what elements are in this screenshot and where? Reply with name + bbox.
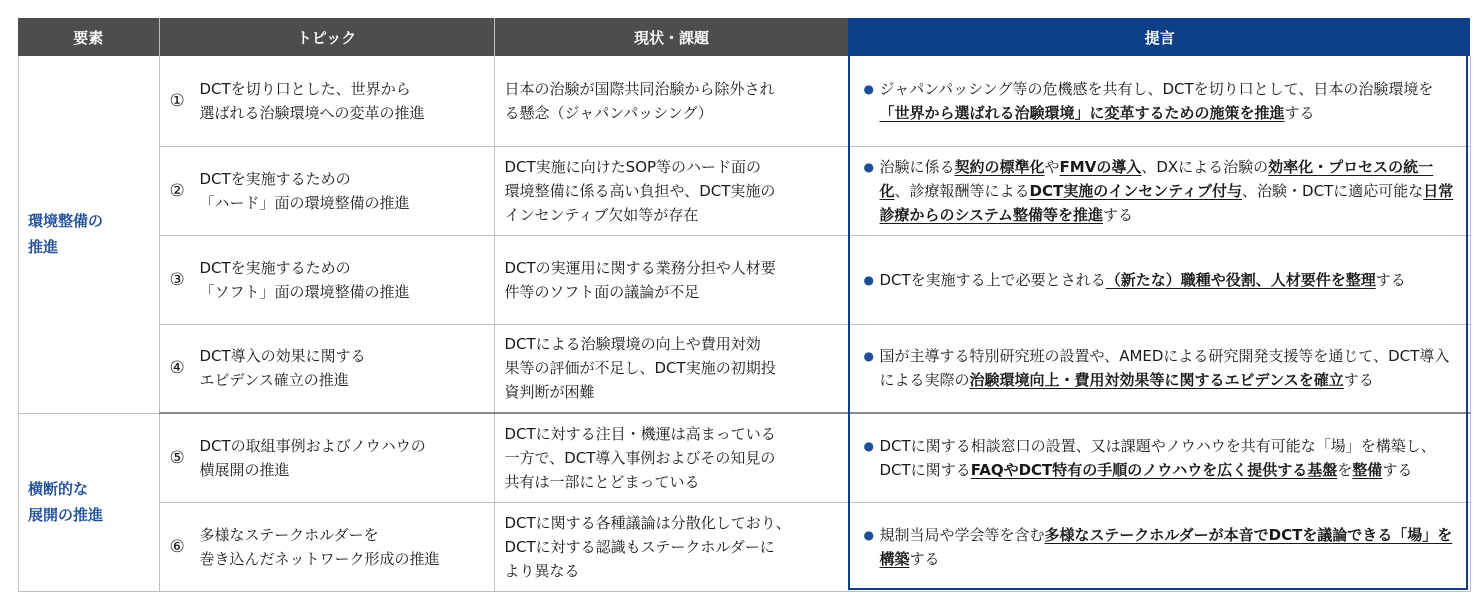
- issue-cell: [494, 413, 849, 502]
- proposal-segment: を: [1337, 460, 1353, 479]
- issue-text: DCT実施に向けたSOP等のハード面の 環境整備に係る高い負担や、DCT実施の インセンティブ欠如等が存在: [504, 157, 776, 224]
- topic-cell: [159, 413, 494, 502]
- proposal-text: [880, 523, 1460, 571]
- proposal-segment: DCTに関する相談窓口の設置、又は課題やノウハウを共有可能な「場」を構築し、DCTに関する: [879, 436, 1436, 479]
- proposal-text: [880, 344, 1460, 392]
- group-label-line: 展開の推進: [28, 506, 104, 524]
- emphasis-text: FAQやDCT特有の手順のノウハウを広く提供する基盤: [970, 460, 1338, 479]
- emphasis-text: 「世界から選ばれる治験環境」に変革するための施策を推進: [879, 103, 1285, 122]
- proposal-segment: 国が主導する特別研究班の設置や、AMEDによる研究開発支援等を通じて、DCT導入による実際の: [879, 347, 1450, 390]
- group-label-line: 推進: [28, 238, 59, 257]
- header-row: [18, 18, 1470, 56]
- proposal-segment: や: [1044, 157, 1060, 176]
- issue-cell: [494, 502, 849, 591]
- issue-cell: [494, 324, 849, 413]
- proposal-segment: 治験に係る: [879, 157, 955, 176]
- table-row: [18, 146, 1470, 235]
- proposal-cell: [849, 413, 1470, 502]
- table-row: [18, 502, 1470, 591]
- issue-cell: [494, 235, 849, 324]
- proposal-cell: [849, 146, 1470, 235]
- proposal-cell: [849, 502, 1470, 591]
- topic-text: DCT導入の効果に関する エビデンス確立の推進: [199, 347, 366, 390]
- issue-text: DCTに関する各種議論は分散化しており、 DCTに対する認識もステークホルダーに より異なる: [504, 513, 791, 580]
- bullet-icon: ●: [863, 81, 874, 96]
- table-row: [18, 235, 1470, 324]
- policy-table-frame: [18, 18, 1470, 592]
- proposal-segment: する: [1382, 460, 1413, 479]
- topic-text: 多様なステークホルダーを 巻き込んだネットワーク形成の推進: [199, 525, 440, 568]
- topic-number: ④: [169, 358, 185, 379]
- group-label-line: 横断的な: [28, 480, 89, 498]
- proposal-segment: する: [909, 549, 940, 568]
- emphasis-text: 整備: [1352, 460, 1383, 479]
- proposal-segment: 、診療報酬等による: [894, 181, 1030, 200]
- topic-text: DCTを実施するための 「ハード」面の環境整備の推進: [199, 169, 410, 212]
- proposal-segment: 、DXによる治験の: [1141, 157, 1269, 176]
- issue-text: 日本の治験が国際共同治験から除外され る懸念（ジャパンパッシング）: [504, 79, 775, 122]
- emphasis-text: 効率化・プロセスの統一化: [879, 157, 1434, 200]
- topic-number: ①: [169, 90, 185, 111]
- emphasis-text: DCT実施のインセンティブ付与: [1029, 181, 1243, 200]
- proposal-segment: する: [1375, 270, 1406, 289]
- proposal-segment: DCTを実施する上で必要とされる: [879, 270, 1106, 289]
- emphasis-text: FMVの導入: [1059, 157, 1142, 176]
- proposal-segment: 、治験・DCTに適応可能な: [1242, 181, 1424, 200]
- issue-text: DCTに対する注目・機運は高まっている 一方で、DCT導入事例およびその知見の 共有は一部にとどまっている: [504, 424, 776, 491]
- bullet-icon: ●: [863, 159, 874, 174]
- proposal-segment: する: [1343, 371, 1374, 390]
- proposal-cell: [849, 56, 1470, 146]
- proposal-text: [880, 77, 1460, 125]
- issue-text: DCTの実運用に関する業務分担や人材要 件等のソフト面の議論が不足: [504, 258, 776, 301]
- issue-cell: [494, 146, 849, 235]
- topic-cell: [159, 146, 494, 235]
- bullet-icon: ●: [863, 438, 874, 453]
- header-proposal: 提言: [849, 18, 1470, 56]
- proposal-segment: 規制当局や学会等を含む: [879, 525, 1045, 544]
- bullet-icon: ●: [863, 527, 874, 542]
- group-label-crosscutting: [18, 413, 159, 591]
- emphasis-text: 治験環境向上・費用対効果等に関するエビデンスを確立: [969, 371, 1344, 390]
- proposal-segment: する: [1103, 205, 1134, 224]
- proposal-cell: [849, 235, 1470, 324]
- proposal-cell: [849, 324, 1470, 413]
- policy-table: [18, 18, 1471, 592]
- header-topic: トピック: [159, 18, 494, 56]
- topic-cell: [159, 324, 494, 413]
- topic-text: DCTの取組事例およびノウハウの 横展開の推進: [199, 436, 426, 479]
- issue-cell: [494, 56, 849, 146]
- topic-cell: [159, 502, 494, 591]
- topic-cell: [159, 56, 494, 146]
- issue-text: DCTによる治験環境の向上や費用対効 果等の評価が不足し、DCT実施の初期投 資判断が困難: [504, 335, 776, 402]
- topic-number: ②: [169, 180, 185, 201]
- topic-number: ⑥: [169, 536, 185, 557]
- topic-text: DCTを切り口とした、世界から 選ばれる治験環境への変革の推進: [199, 79, 425, 122]
- header-issue: 現状・課題: [494, 18, 849, 56]
- topic-cell: [159, 235, 494, 324]
- emphasis-text: 契約の標準化: [954, 157, 1045, 176]
- proposal-text: [880, 434, 1460, 482]
- emphasis-text: 多様なステークホルダーが本音でDCTを議論できる「場」を構築: [879, 525, 1453, 568]
- bullet-icon: ●: [863, 272, 874, 287]
- proposal-segment: ジャパンパッシング等の危機感を共有し、DCTを切り口として、日本の治験環境を: [879, 79, 1434, 98]
- group-label-environment: [18, 56, 159, 413]
- topic-text: DCTを実施するための 「ソフト」面の環境整備の推進: [199, 258, 410, 301]
- table-row: [18, 413, 1470, 502]
- group-label-line: 環境整備の: [28, 212, 104, 231]
- topic-number: ③: [169, 269, 185, 290]
- topic-number: ⑤: [169, 447, 185, 468]
- bullet-icon: ●: [863, 349, 874, 364]
- proposal-text: [880, 155, 1460, 227]
- proposal-segment: する: [1284, 103, 1315, 122]
- header-element: 要素: [18, 18, 159, 56]
- emphasis-text: 日常診療からのシステム整備等を推進: [879, 181, 1454, 224]
- proposal-text: [880, 268, 1406, 292]
- emphasis-text: （新たな）職種や役割、人材要件を整理: [1105, 270, 1376, 289]
- table-row: [18, 324, 1470, 413]
- table-row: [18, 56, 1470, 146]
